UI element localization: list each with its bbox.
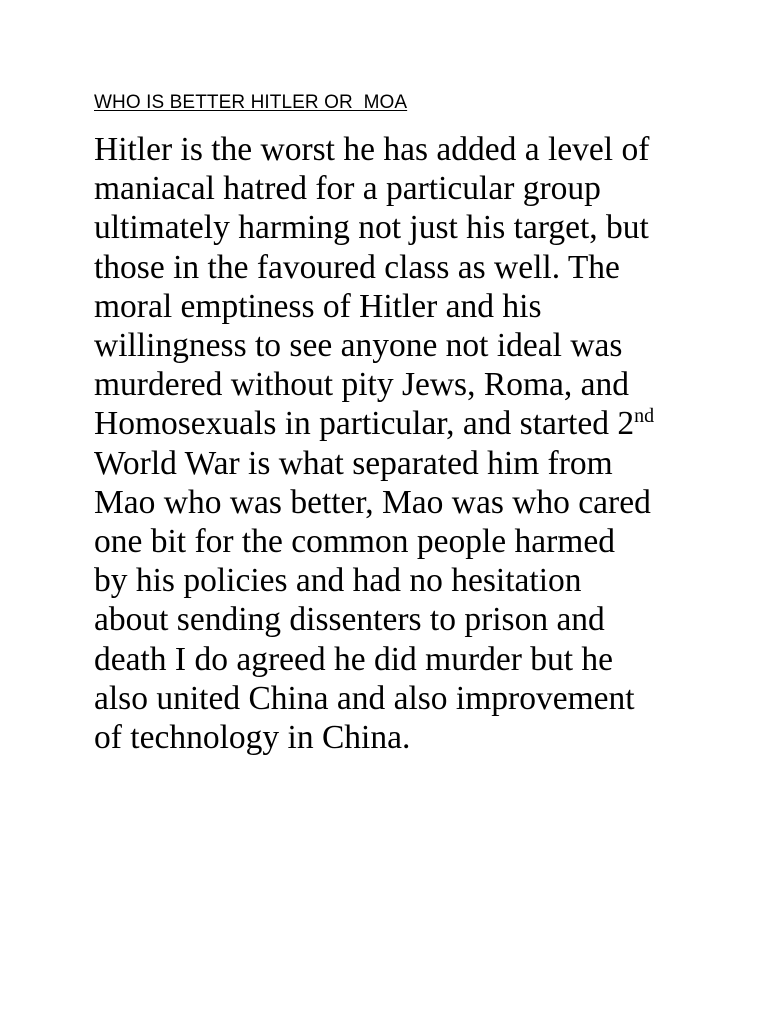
text-line-with-ordinal (94, 404, 734, 443)
text-line: murdered without pity Jews, Roma, and (94, 366, 629, 404)
text-line: death I do agreed he did murder but he (94, 640, 614, 678)
text-line: World War is what separated him from (94, 444, 613, 482)
text-line: those in the favoured class as well. The (94, 248, 620, 286)
ordinal-superscript: nd (634, 405, 655, 428)
text-line: one bit for the common people harmed (94, 523, 615, 561)
text-line: by his policies and had no hesitation (94, 562, 582, 600)
text-line: willingness to see anyone not ideal was (94, 327, 623, 365)
text-line: moral emptiness of Hitler and his (94, 287, 542, 325)
text-line: ultimately harming not just his target, but (94, 209, 649, 247)
text-line: also united China and also improvement (94, 679, 635, 717)
text-line: Hitler is the worst he has added a level of (94, 131, 650, 168)
document-body (94, 130, 734, 757)
text-line-content: Homosexuals in particular, and started 2 (94, 405, 635, 443)
document-title: WHO IS BETTER HITLER OR MOA (94, 92, 408, 113)
text-line: of technology in China. (94, 719, 411, 757)
text-line: Mao who was better, Mao was who cared (94, 483, 651, 521)
text-line: maniacal hatred for a particular group (94, 170, 601, 208)
text-line: about sending dissenters to prison and (94, 601, 605, 639)
